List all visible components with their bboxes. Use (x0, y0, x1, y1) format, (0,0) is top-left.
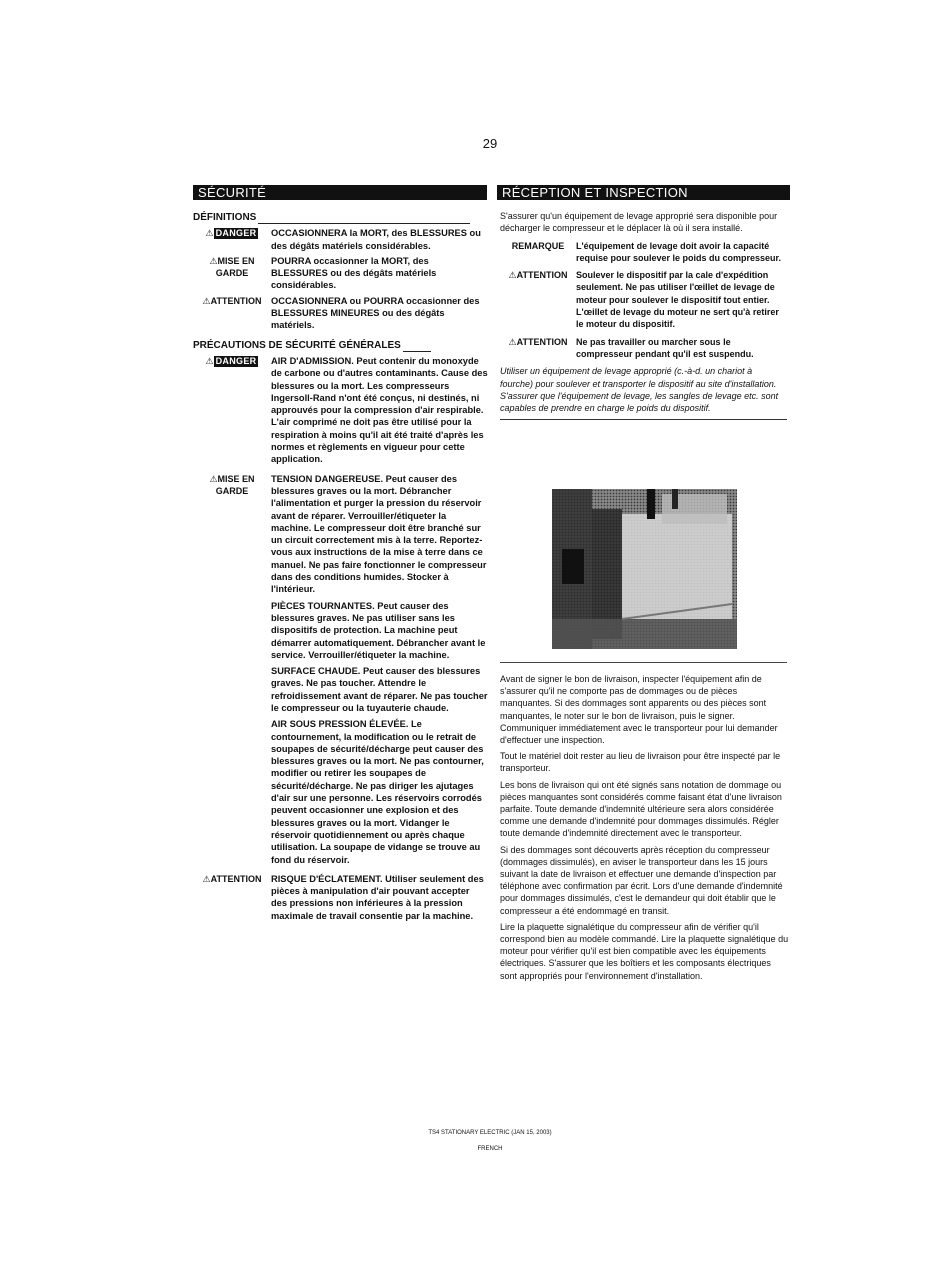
definition-row (193, 255, 488, 292)
definition-text: POURRA occasionner la MORT, des BLESSURES ou des dégâts matériels considérables. (271, 255, 437, 291)
definition-text: OCCASIONNERA la MORT, des BLESSURES ou des dégâts matériels considérables. (271, 228, 481, 251)
label-danger (193, 355, 271, 470)
precaution-text (271, 355, 488, 470)
reception-paragraph: Avant de signer le bon de livraison, inspecter l'équipement afin de s'assurer qu'il ne comporte pas de dommages ou de pièces manquantes. Si des dommages sont apparents ou des pièces sont manquantes, le noter sur le bon de livraison, puis le signer. Communiquer immédiatement avec le transporteur pour lui demander d'effectuer une inspection. (500, 674, 778, 746)
page-number: 29 (482, 136, 498, 151)
precaution-paragraph: TENSION DANGEREUSE. Peut causer des blessures graves ou la mort. Débrancher l'alimentation et purger la pression du réservoir avant de réparer. Verrouiller/étiqueter la machine. Le compresseur doit être branché sur un circuit correctement mis à la terre. Reportez-vous aux instructions de la mise à terre dans ce manuel. Ne pas faire fonctionner le compresseur dans des conditions humides. Stocker à l'intérieur. (271, 473, 487, 595)
warning-triangle-icon: ⚠ (202, 873, 211, 884)
label-attention (193, 295, 271, 332)
precaution-paragraph: AIR D'ADMISSION. Peut contenir du monoxyde de carbone ou d'autres contaminants. Cause des blessures ou la mort. Les compresseurs Ingersoll-Rand n'ont été conçus, ni destinés, ni approuvés pour la compression d'air respirable. L'air comprimé ne doit pas être utilisé pour la respiration à moins qu'il ait été traité d'après les normes et règlements en vigueur pour cette application. (271, 355, 488, 465)
definitions-heading: DÉFINITIONS (193, 212, 488, 224)
note-label (500, 336, 576, 361)
warning-triangle-icon: ⚠ (202, 295, 211, 306)
note-label-text: ATTENTION (516, 270, 568, 281)
left-column (193, 212, 488, 926)
precaution-row (193, 355, 488, 470)
definition-row (193, 227, 488, 252)
intro-paragraph: S'assurer qu'un équipement de levage approprié sera disponible pour décharger le compresseur et le déplacer là où il sera installé. (500, 211, 778, 234)
precaution-paragraph: SURFACE CHAUDE. Peut causer des blessures graves. Ne pas toucher. Attendre le refroidissement avant de réparer. Ne pas toucher le compresseur ou la tuyauterie chaude. (271, 666, 488, 713)
label-attention (193, 873, 271, 926)
label-mise-en-garde (193, 473, 271, 870)
section-title-reception: RÉCEPTION ET INSPECTION (497, 185, 790, 200)
reception-paragraph: Les bons de livraison qui ont été signés sans notation de dommage ou pièces manquantes sont considérés comme faisant état d'une livraison parfaite. Toute demande d'indemnité ultérieure sera alors considérée comme une demande d'indemnité pour dommages dissimulés. Régler toute demande d'indemnité directement avec le transporteur. (500, 779, 782, 839)
label-text: ATTENTION (210, 873, 262, 884)
note-label (500, 240, 576, 265)
definition-row (193, 295, 488, 332)
note-text: Ne pas travailler ou marcher sous le compresseur pendant qu'il est suspendu. (576, 336, 754, 359)
label-mise-en-garde (193, 255, 271, 292)
precaution-text (271, 473, 488, 870)
note-row (500, 269, 787, 330)
reception-paragraph: Tout le matériel doit rester au lieu de livraison pour être inspecté par le transporteur. (500, 751, 781, 774)
heading-rule (403, 350, 431, 352)
warning-triangle-icon: ⚠ (205, 355, 214, 366)
label-text: ATTENTION (210, 295, 262, 306)
note-label-text: REMARQUE (511, 240, 565, 251)
note-text: L'équipement de levage doit avoir la capacité requise pour soulever le poids du compresseur. (576, 240, 782, 263)
precautions-heading: PRÉCAUTIONS DE SÉCURITÉ GÉNÉRALES (193, 340, 488, 352)
note-text: Soulever le dispositif par la cale d'expédition seulement. Ne pas utiliser l'œillet de levage de moteur pour soulever le dispositif tout entier. L'œillet de levage du moteur ne sert qu'à retirer le moteur du dispositif. (576, 270, 779, 330)
right-column (500, 210, 787, 420)
reception-paragraphs (500, 673, 790, 986)
precaution-row (193, 473, 488, 870)
warning-triangle-icon: ⚠ (508, 336, 517, 347)
precaution-paragraph: PIÈCES TOURNANTES. Peut causer des blessures graves. Ne pas utiliser sans les dispositifs de protection. La machine peut démarrer automatiquement. Débrancher avant le service. Verrouiller/étiqueter la machine. (271, 600, 486, 660)
precaution-paragraph: AIR SOUS PRESSION ÉLEVÉE. Le contournement, la modification ou le retrait de soupapes de sécurité/décharge peut causer des blessures graves ou la mort. Ne pas contourner, modifier ou retirer les soupapes de sécurité/décharge. Ne pas diriger les ajutages d'air sur une personne. Les réservoirs corrodés peuvent occasionner une explosion et des blessures graves ou la mort. Vidanger le réservoir quotidiennement ou après chaque utilisation. La soupape de vidange se trouve au fond du réservoir. (271, 719, 484, 865)
danger-tag: DANGER (215, 228, 257, 239)
photo-divider (500, 662, 787, 663)
compressor-photo (552, 489, 737, 649)
definition-text: OCCASIONNERA ou POURRA occasionner des BLESSURES MINEURES ou des dégâts matériels. (271, 295, 480, 331)
precaution-paragraph: RISQUE D'ÉCLATEMENT. Utiliser seulement des pièces à manipulation d'air pouvant accepter des pressions non inférieures à la pression maximale de travail consentie par la machine. (271, 873, 484, 921)
footer-document-title: TS4 STATIONARY ELECTRIC (JAN 15, 2003) (428, 1130, 552, 1136)
warning-triangle-icon: ⚠ (205, 228, 214, 239)
note-row (500, 240, 787, 265)
heading-rule (258, 222, 470, 224)
note-label (500, 269, 576, 330)
note-label-text: ATTENTION (516, 336, 568, 347)
reception-paragraph: Si des dommages sont découverts après réception du compresseur (dommages dissimulés), en aviser le transporteur dans les 15 jours suivant la date de livraison et effectuer une demande d'inspection par téléphone avec confirmation par écrit. Lors d'une demande d'indemnité pour dommages dissimulés, c'est le demandeur qui doit établir que le compresseur a été endommagé en transit. (500, 844, 783, 916)
warning-triangle-icon: ⚠ (209, 255, 218, 266)
divider (500, 419, 787, 420)
label-text: MISE EN GARDE (215, 473, 255, 496)
reception-paragraph: Lire la plaquette signalétique du compresseur afin de vérifier qu'il correspond bien au modèle commandé. Lire la plaquette signalétique du moteur pour vérifier qu'il est bien compatible avec les équipements électriques. S'assurer que les boîtiers et les composants électriques sont appropriés pour l'environnement d'installation. (500, 921, 789, 981)
label-text: MISE EN GARDE (215, 255, 255, 278)
precautions-list (193, 355, 488, 926)
precaution-text (271, 873, 488, 926)
definitions-list (193, 227, 488, 331)
footer-language: FRENCH (477, 1146, 503, 1152)
note-row (500, 336, 787, 361)
label-danger (193, 227, 271, 252)
precaution-row (193, 873, 488, 926)
section-title-securite: SÉCURITÉ (193, 185, 487, 200)
warning-triangle-icon: ⚠ (508, 270, 517, 281)
warning-triangle-icon: ⚠ (209, 473, 218, 484)
danger-tag: DANGER (215, 355, 257, 366)
italic-note: Utiliser un équipement de levage approprié (c.-à-d. un chariot à fourche) pour soulever et transporter le dispositif au site d'installation. S'assurer que l'équipement de levage, les sangles de levage etc. sont capables de prendre en charge le poids du dispositif. (500, 366, 779, 414)
notes-list (500, 240, 787, 361)
